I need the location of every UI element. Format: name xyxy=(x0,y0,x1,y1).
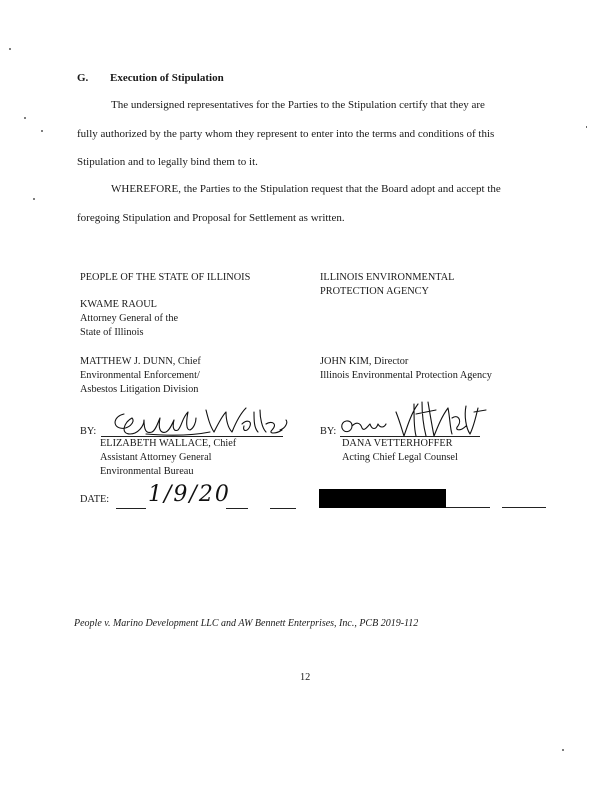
attorney-general-title-2: State of Illinois xyxy=(80,327,144,338)
right-party-heading-2: PROTECTION AGENCY xyxy=(320,286,429,297)
date-line-start xyxy=(116,508,146,509)
left-by-label: BY: xyxy=(80,426,97,437)
right-party-heading-1: ILLINOIS ENVIRONMENTAL xyxy=(320,272,455,283)
division-chief-title-1: Environmental Enforcement/ xyxy=(80,370,200,381)
date-line-end-1 xyxy=(226,508,248,509)
paragraph-2-line-2: foregoing Stipulation and Proposal for Settlement as written. xyxy=(77,212,345,224)
right-by-label: BY: xyxy=(320,426,337,437)
page-number: 12 xyxy=(300,672,311,683)
director-title: Illinois Environmental Protection Agency xyxy=(320,370,492,381)
right-signer-name: DANA VETTERHOFFER xyxy=(342,438,453,449)
attorney-general-name: KWAME RAOUL xyxy=(80,299,157,310)
case-caption: People v. Marino Development LLC and AW Bennett Enterprises, Inc., PCB 2019-112 xyxy=(74,618,419,629)
paragraph-2-line-1: WHEREFORE, the Parties to the Stipulation request that the Board adopt and accept the xyxy=(111,183,501,195)
section-title: Execution of Stipulation xyxy=(110,72,224,84)
scan-speck xyxy=(24,117,26,119)
scan-speck xyxy=(562,749,564,751)
dana-vetterhoffer-signature xyxy=(338,398,488,442)
attorney-general-title-1: Attorney General of the xyxy=(80,313,179,324)
left-signer-title-2: Environmental Bureau xyxy=(100,466,194,477)
scan-speck xyxy=(9,48,11,50)
redaction-box xyxy=(319,489,446,508)
right-signer-title: Acting Chief Legal Counsel xyxy=(342,452,458,463)
paragraph-1-line-1: The undersigned representatives for the Parties to the Stipulation certify that they are xyxy=(111,99,485,111)
section-letter: G. xyxy=(77,72,89,84)
left-signer-title-1: Assistant Attorney General xyxy=(100,452,212,463)
left-party-heading: PEOPLE OF THE STATE OF ILLINOIS xyxy=(80,272,251,283)
scan-speck xyxy=(586,126,587,128)
left-signer-name: ELIZABETH WALLACE, Chief xyxy=(100,438,237,449)
elizabeth-wallace-signature xyxy=(110,404,290,440)
paragraph-1-line-3: Stipulation and to legally bind them to it. xyxy=(77,156,258,168)
director-name: JOHN KIM, Director xyxy=(320,356,409,367)
redaction-fill xyxy=(319,489,446,508)
scan-speck xyxy=(33,198,35,200)
right-date-line-1 xyxy=(446,507,490,508)
paragraph-1-line-2: fully authorized by the party whom they represent to enter into the terms and conditions of this xyxy=(77,128,495,140)
division-chief-name: MATTHEW J. DUNN, Chief xyxy=(80,356,201,367)
scan-speck xyxy=(41,130,43,132)
date-line-end-2 xyxy=(270,508,296,509)
handwritten-date: 1/9/20 xyxy=(148,482,231,507)
division-chief-title-2: Asbestos Litigation Division xyxy=(80,384,199,395)
right-date-line-2 xyxy=(502,507,546,508)
date-label: DATE: xyxy=(80,494,110,505)
